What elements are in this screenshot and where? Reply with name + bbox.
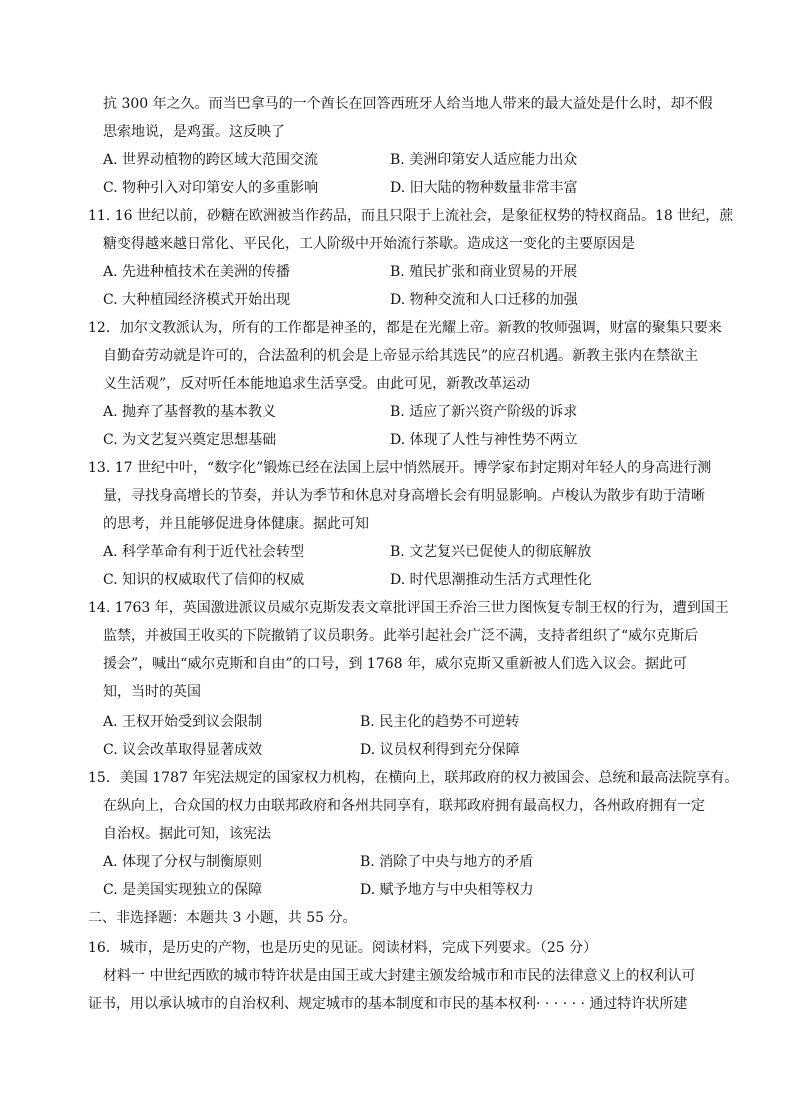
q10-option-a[interactable]: A. 世界动植物的跨区域大范围交流 xyxy=(103,152,319,168)
q11-option-c[interactable]: C. 大种植园经济模式开始出现 xyxy=(103,292,291,308)
q14-stem-line-3: 援会”，喊出“威尔克斯和自由”的口号，到 1768 年，威尔克斯又重新被人们选入议会。据此可 xyxy=(103,656,687,672)
q11-stem-line-2: 糖变得越来越日常化、平民化，工人阶级中开始流行茶歇。造成这一变化的主要原因是 xyxy=(103,236,635,252)
q13-stem-line-3: 的思考，并且能够促进身体健康。据此可知 xyxy=(103,516,369,532)
q13-stem-line-2: 量，寻找身高增长的节奏，并认为季节和休息对身高增长会有明显影响。卢梭认为散步有助于清晰 xyxy=(103,488,705,504)
q12-stem-line-1: 12．加尔文教派认为，所有的工作都是神圣的，都是在光耀上帝。新教的牧师强调，财富的聚集只要来 xyxy=(88,320,722,336)
q15-option-d[interactable]: D. 赋予地方与中央相等权力 xyxy=(360,882,534,898)
q10-option-c[interactable]: C. 物种引入对印第安人的多重影响 xyxy=(103,180,319,196)
q14-option-c[interactable]: C. 议会改革取得显著成效 xyxy=(103,742,263,758)
q14-option-d[interactable]: D. 议员权利得到充分保障 xyxy=(360,742,520,758)
q14-stem-line-2: 监禁，并被国王收买的下院撤销了议员职务。此举引起社会广泛不满，支持者组织了“威尔克斯后 xyxy=(103,628,699,644)
q15-stem-line-2: 在纵向上，合众国的权力由联邦政府和各州共同享有，联邦政府拥有最高权力，各州政府拥有一定 xyxy=(103,798,705,814)
q12-stem-line-2: 自勤奋劳动就是许可的，合法盈利的机会是上帝显示给其选民”的应召机遇。新教主张内在禁欲主 xyxy=(103,348,699,364)
q13-option-a[interactable]: A. 科学革命有利于近代社会转型 xyxy=(103,544,305,560)
q12-option-a[interactable]: A. 抛弃了基督教的基本教义 xyxy=(103,404,277,420)
q12-option-b[interactable]: B. 适应了新兴资产阶级的诉求 xyxy=(390,404,578,420)
q15-option-b[interactable]: B. 消除了中央与地方的矛盾 xyxy=(360,854,534,870)
q11-option-b[interactable]: B. 殖民扩张和商业贸易的开展 xyxy=(390,264,578,280)
q11-option-d[interactable]: D. 物种交流和人口迁移的加强 xyxy=(390,292,578,308)
q14-option-b[interactable]: B. 民主化的趋势不可逆转 xyxy=(360,714,520,730)
q13-stem-line-1: 13. 17 世纪中叶，“数字化”锻炼已经在法国上层中悄然展开。博学家布封定期对年轻人的身高进行测 xyxy=(88,460,712,476)
q10-option-b[interactable]: B. 美洲印第安人适应能力出众 xyxy=(390,152,578,168)
q11-option-a[interactable]: A. 先进种植技术在美洲的传播 xyxy=(103,264,291,280)
q11-stem-line-1: 11. 16 世纪以前，砂糖在欧洲被当作药品，而且只限于上流社会，是象征权势的特权商品。18 世纪，蔗 xyxy=(88,208,734,224)
q13-option-b[interactable]: B. 文艺复兴已促使人的彻底解放 xyxy=(390,544,592,560)
q10-stem-line-2: 思索地说，是鸡蛋。这反映了 xyxy=(103,124,285,140)
q14-stem-line-1: 14. 1763 年，英国激进派议员威尔克斯发表文章批评国王乔治三世力图恢复专制王权的行为，遭到国王 xyxy=(88,600,729,616)
q10-stem-line-1: 抗 300 年之久。而当巴拿马的一个酋长在回答西班牙人给当地人带来的最大益处是什么时，却不假 xyxy=(103,96,713,112)
q16-material-line-1: 材料一 中世纪西欧的城市特许状是由国王或大封建主颁发给城市和市民的法律意义上的权利认可 xyxy=(103,968,696,984)
q14-option-a[interactable]: A. 王权开始受到议会限制 xyxy=(103,714,263,730)
q15-stem-line-1: 15．美国 1787 年宪法规定的国家权力机构，在横向上，联邦政府的权力被国会、总统和最高法院享有。 xyxy=(88,770,739,786)
q14-stem-line-4: 知，当时的英国 xyxy=(103,684,201,700)
q13-option-d[interactable]: D. 时代思潮推动生活方式理性化 xyxy=(390,572,592,588)
q10-option-d[interactable]: D. 旧大陆的物种数量非常丰富 xyxy=(390,180,578,196)
q15-stem-line-3: 自治权。据此可知，该宪法 xyxy=(103,826,271,842)
q12-option-d[interactable]: D. 体现了人性与神性势不两立 xyxy=(390,432,578,448)
q16-stem-line-1: 16．城市，是历史的产物，也是历史的见证。阅读材料，完成下列要求。（25 分） xyxy=(88,940,598,956)
q15-option-a[interactable]: A. 体现了分权与制衡原则 xyxy=(103,854,263,870)
q12-option-c[interactable]: C. 为文艺复兴奠定思想基础 xyxy=(103,432,277,448)
q13-option-c[interactable]: C. 知识的权威取代了信仰的权威 xyxy=(103,572,305,588)
q16-material-line-2: 证书，用以承认城市的自治权利、规定城市的基本制度和市民的基本权利· · · · · · 通过特许状所建 xyxy=(88,996,688,1012)
section-heading: 二、非选择题：本题共 3 小题，共 55 分。 xyxy=(88,910,357,926)
q15-option-c[interactable]: C. 是美国实现独立的保障 xyxy=(103,882,263,898)
q12-stem-line-3: 义生活观”，反对听任本能地追求生活享受。由此可见，新教改革运动 xyxy=(103,376,531,392)
